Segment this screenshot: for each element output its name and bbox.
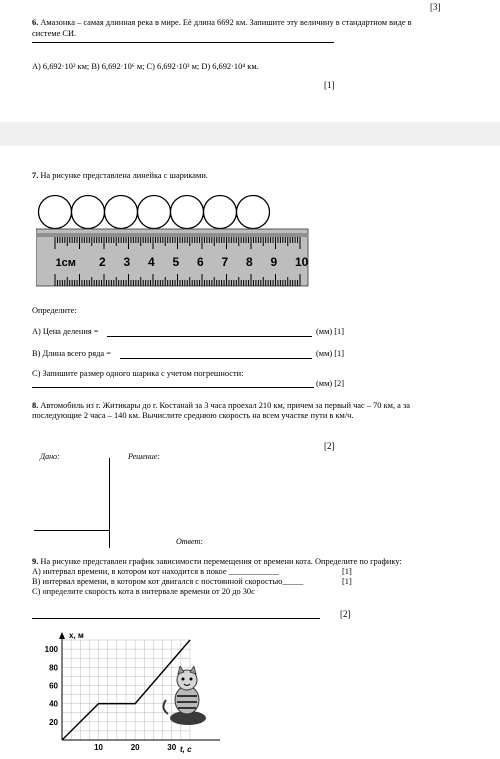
x-tick-label: 20 (130, 743, 140, 752)
q7-b-unit: (мм) [1] (316, 349, 345, 358)
cat-illustration (158, 666, 216, 728)
x-tick-label: 10 (94, 743, 104, 752)
y-tick-label: 80 (49, 663, 58, 673)
q7-line: На рисунке представлена линейка с шариками. (40, 171, 208, 180)
q7-a-answer-line[interactable] (107, 336, 312, 337)
ruler-label: 5 (172, 255, 180, 269)
ruler-figure (36, 194, 336, 288)
q7-b-label: В) Длина всего ряда = (32, 349, 111, 358)
q9-number: 9. (32, 557, 39, 566)
q6-line1: Амазонка – самая длинная река в мире. Её длина 6692 км. Запишите эту величину в стандартном виде в (40, 18, 412, 27)
ruler-label: 4 (148, 255, 155, 269)
page-section-1 (18, 0, 500, 122)
q9-c: С) определите скорость кота в интервале времени от 20 до 30с (32, 587, 255, 596)
ball-4 (138, 196, 171, 229)
page-section-2 (18, 146, 500, 759)
ball-1 (39, 196, 72, 229)
q6-number: 6. (32, 18, 39, 27)
ball-7 (237, 196, 270, 229)
ruler-label: 3 (123, 255, 131, 269)
q7-c-unit: (мм) [2] (316, 379, 345, 388)
q6-answer-line[interactable] (32, 42, 334, 43)
top-mark: [3] (430, 2, 441, 12)
q7-b-answer-line[interactable] (120, 358, 312, 359)
q9-a-mark: [1] (342, 567, 352, 576)
ruler-label: 6 (197, 255, 204, 269)
q7-a-label: А) Цена деления = (32, 327, 99, 336)
q8-line1: Автомобиль из г. Житикары до г. Костанай за 3 часа проехал 210 км, причем за первый час – 70 км, а за (40, 401, 410, 410)
y-axis-arrow (59, 632, 65, 639)
ball-3 (105, 196, 138, 229)
q6-line2: системе СИ. (32, 29, 77, 38)
q9-b: В) интервал времени, в котором кот двигался с постоянной скоростью_____ (32, 577, 304, 586)
q7-text (32, 171, 208, 181)
y-tick-label: 100 (44, 645, 58, 655)
y-tick-label: 40 (49, 699, 58, 709)
ruler-label: 10 (295, 255, 309, 269)
y-tick-labels (45, 645, 59, 727)
q6-mark: [1] (324, 80, 335, 90)
q9-b-mark: [1] (342, 577, 352, 586)
page-separator (0, 122, 500, 146)
q7-a-unit: (мм) [1] (316, 327, 345, 336)
q6-text (32, 18, 500, 28)
q8-solution-label: Решение: (128, 452, 160, 461)
q8-divider-vertical (109, 458, 110, 548)
ruler-label: 2 (99, 255, 106, 269)
ruler-label: 8 (246, 255, 253, 269)
q8-given-label: Дано: (40, 452, 60, 461)
q9-line1: На рисунке представлен график зависимости перемещения от времени кота. Определите по графику: (40, 557, 402, 566)
balls (39, 196, 270, 229)
q8-divider-horizontal (34, 530, 109, 531)
q7-number: 7. (32, 171, 39, 180)
ball-5 (171, 196, 204, 229)
q7-c-answer-line[interactable] (32, 387, 314, 388)
ruler-label: 1см (55, 257, 76, 269)
x-tick-label: 30 (167, 743, 177, 752)
ruler-label: 7 (221, 255, 229, 269)
q9-mark: [2] (340, 609, 351, 619)
ruler-strip (36, 233, 308, 237)
q6-options: А) 6,692·10² км; В) 6,692·10⁶ м; С) 6,692·10³ м; D) 6,692·10⁴ км. (32, 62, 259, 71)
q8-line2: последующие 2 часа – 140 км. Вычислите среднюю скорость на всем участке пути в км/ч. (32, 411, 354, 420)
q7-c-label: С) Запишите размер одного шарика с учетом погрешности: (32, 369, 244, 378)
ball-2 (72, 196, 105, 229)
q7-determine: Определите: (32, 306, 77, 315)
q9-text (32, 557, 500, 567)
ruler-label: 9 (270, 255, 278, 269)
y-tick-label: 60 (49, 681, 58, 691)
q9-a: А) интервал времени, в котором кот находится в покое ____________ (32, 567, 279, 576)
x-tick-labels (94, 743, 177, 752)
x-axis-label: t, с (180, 745, 192, 754)
q8-mark: [2] (324, 441, 335, 451)
q8-number: 8. (32, 401, 39, 410)
ball-6 (204, 196, 237, 229)
q8-answer-label: Ответ: (176, 537, 203, 546)
q8-text (32, 401, 500, 411)
q9-c-answer-line[interactable] (32, 618, 320, 619)
y-axis-label: x, м (69, 631, 84, 640)
y-tick-label: 20 (49, 717, 58, 727)
